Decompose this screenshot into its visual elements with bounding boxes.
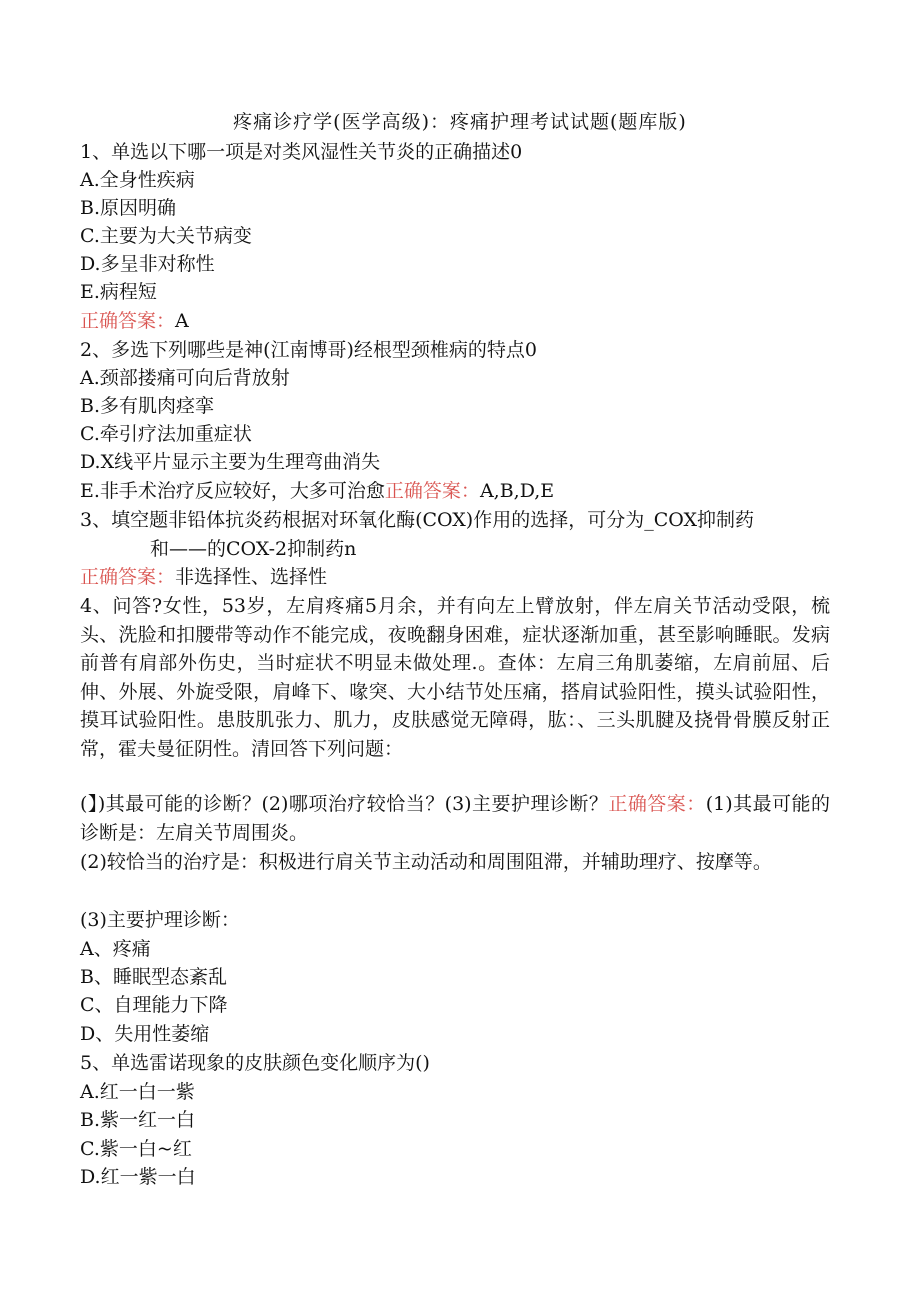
q2-option-b: B.多有肌肉痉挛 (80, 395, 215, 417)
q2-stem: 2、多选下列哪些是神(江南博哥)经根型颈椎病的特点0 (80, 339, 538, 361)
q2-option-c: C.牵引疗法加重症状 (80, 423, 252, 445)
q4-diagnosis-d: D、失用性萎缩 (80, 1023, 210, 1045)
q5-option-c: C.紫一白~红 (80, 1138, 192, 1160)
q2-option-a: A.颈部搂痛可向后背放射 (80, 367, 290, 389)
q1-option-a: A.全身性疾病 (80, 169, 195, 191)
answer-label: 正确答案： (80, 566, 176, 588)
q5-option-d: D.红一紫一白 (80, 1166, 196, 1188)
q4-answer-1: (1)其最可能的诊断是：左肩关节周围炎。 (80, 793, 830, 844)
q4-questions: (】)其最可能的诊断？(2)哪项治疗较恰当？(3)主要护理诊断？ (80, 793, 609, 815)
answer-label: 正确答案： (384, 480, 480, 502)
q5-option-a: A.红一白一紫 (80, 1081, 195, 1103)
q1-answer (80, 307, 840, 335)
q4-diagnosis-c: C、自理能力下降 (80, 994, 228, 1016)
q1-option-c: C.主要为大关节病变 (80, 225, 252, 247)
document-title: 疼痛诊疗学(医学高级)：疼痛护理考试试题(题库版) (233, 111, 687, 133)
q1-option-e: E.病程短 (80, 281, 157, 303)
answer-label: 正确答案： (608, 793, 706, 815)
q4-answer-3-head: (3)主要护理诊断： (80, 909, 240, 931)
answer-label: 正确答案： (80, 310, 176, 332)
q5-option-b: B.紫一红一白 (80, 1109, 196, 1131)
q4-questions-and-answer (80, 790, 830, 847)
q3-stem-continued: 和——的COX-2抑制药n (150, 538, 357, 560)
q4-stem: 4、问答?女性，53岁，左肩疼痛5月余，并有向左上臂放射，伴左肩关节活动受限，梳头、洗脸和扣腰带等动作不能完成，夜晚翻身困难，症状逐渐加重，甚至影响睡眠。发病前普有肩部外伤史，当时症状不明显未做处理.。查体：左肩三角肌萎缩，左肩前屈、后伸、外展、外旋受限，肩峰下、喙突、大小结节处压痛，搭肩试验阳性，摸头试验阳性，摸耳试验阳性。患肢肌张力、肌力，皮肤感觉无障碍，肱：、三头肌腱及挠骨骨膜反射正常，霍夫曼征阴性。清回答下列问题： (80, 595, 830, 760)
q2-option-e-with-answer (80, 477, 840, 505)
q1-option-d: D.多呈非对称性 (80, 253, 215, 275)
q3-answer (80, 563, 840, 591)
q4-diagnosis-a: A、疼痛 (80, 938, 151, 960)
q1-stem: 1、单选以下哪一项是对类风湿性关节炎的正确描述0 (80, 141, 523, 163)
answer-value: A,B,D,E (479, 480, 555, 502)
q4-answer-2: (2)较恰当的治疗是：积极进行肩关节主动活动和周围阻滞，并辅助理疗、按摩等。 (80, 851, 772, 873)
q1-option-b: B.原因明确 (80, 197, 177, 219)
q5-stem: 5、单选雷诺现象的皮肤颜色变化顺序为() (80, 1052, 430, 1074)
q4-diagnosis-b: B、睡眠型态紊乱 (80, 966, 227, 988)
q2-option-d: D.X线平片显示主要为生理弯曲消失 (80, 451, 381, 473)
answer-value: 非选择性、选择性 (175, 566, 328, 588)
q2-option-e: E.非手术治疗反应较好，大多可治愈 (80, 480, 385, 502)
q3-stem: 3、填空题非铅体抗炎药根据对环氧化酶(COX)作用的选择，可分为_COX抑制药 (80, 509, 755, 531)
answer-value: A (175, 310, 189, 332)
